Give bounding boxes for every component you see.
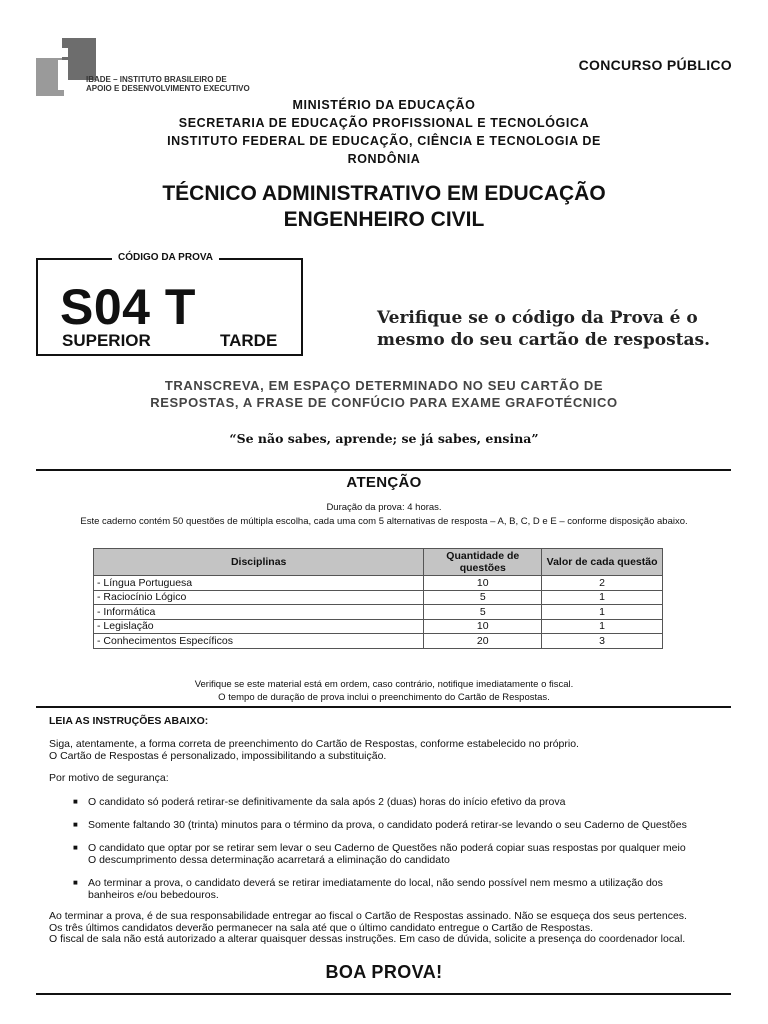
- intro-line: Siga, atentamente, a forma correta de preenchimento do Cartão de Respostas, conforme estabelecido no próprio.: [49, 738, 579, 750]
- table-header-row: [94, 549, 663, 576]
- value-cell: 1: [542, 590, 663, 605]
- table-row: [94, 576, 663, 591]
- divider: [36, 993, 731, 995]
- fiscal-line1: Verifique se este material está em ordem, caso contrário, notifique imediatamente o fiscal.: [194, 679, 574, 690]
- ministry-line: RONDÔNIA: [347, 152, 421, 166]
- exam-code: S04 T: [60, 279, 196, 335]
- fiscal-notice: [0, 678, 768, 704]
- confucius-quote: “Se não sabes, aprende; se já sabes, ensina”: [229, 431, 539, 446]
- transcribe-instruction: [0, 377, 768, 411]
- table-row: [94, 590, 663, 605]
- subject-cell: - Raciocínio Lógico: [94, 590, 424, 605]
- closing-line: Ao terminar a prova, é de sua responsabilidade entregar ao fiscal o Cartão de Respostas assinado. Não se esqueça dos seus pertences.: [49, 910, 687, 922]
- column-header: Disciplinas: [94, 549, 424, 576]
- value-cell: 1: [542, 619, 663, 634]
- quantity-cell: 10: [424, 619, 542, 634]
- divider: [36, 469, 731, 471]
- subject-cell: - Informática: [94, 605, 424, 620]
- verify-code-notice: [377, 307, 727, 351]
- value-cell: 2: [542, 576, 663, 591]
- duration-text: Duração da prova: 4 horas.: [326, 502, 442, 513]
- fiscal-line2: O tempo de duração de prova inclui o preenchimento do Cartão de Respostas.: [218, 692, 550, 703]
- closing-line: O fiscal de sala não está autorizado a alterar quaisquer dessas instruções. Em caso de dúvida, solicite a presença do coordenador local.: [49, 933, 686, 945]
- exam-title-line2: ENGENHEIRO CIVIL: [283, 208, 485, 231]
- quantity-cell: 5: [424, 605, 542, 620]
- bullet-line: Ao terminar a prova, o candidato deverá se retirar imediatamente do local, não sendo possível nem mesmo a utilização dos: [88, 877, 663, 889]
- exam-level: SUPERIOR: [62, 331, 151, 350]
- exam-code-label: CÓDIGO DA PROVA: [112, 252, 219, 263]
- square-bullet-icon: ■: [73, 820, 78, 829]
- table-row: [94, 619, 663, 634]
- column-header: Quantidade de questões: [424, 549, 542, 576]
- quantity-cell: 5: [424, 590, 542, 605]
- exam-title: [0, 181, 768, 233]
- instruction-bullet: [88, 878, 738, 901]
- instructions-heading: LEIA AS INSTRUÇÕES ABAIXO:: [49, 715, 209, 727]
- attention-heading: ATENÇÃO: [346, 474, 422, 491]
- bullet-line: O descumprimento dessa determinação acarretará a eliminação do candidato: [88, 853, 450, 866]
- ministry-line: MINISTÉRIO DA EDUCAÇÃO: [292, 98, 476, 112]
- table-row: [94, 605, 663, 620]
- instruction-bullet: O candidato só poderá retirar-se definitivamente da sala após 2 (duas) horas do início efetivo da prova: [88, 796, 566, 808]
- instruction-bullet: [88, 843, 738, 866]
- bullet-line: O candidato que optar por se retirar sem levar o seu Caderno de Questões não poderá copiar suas respostas por qualquer meio: [88, 842, 686, 854]
- booklet-description: Este caderno contém 50 questões de múltipla escolha, cada uma com 5 alternativas de resposta – A, B, C, D e E – conforme disposição abaixo.: [80, 516, 688, 527]
- subject-cell: - Legislação: [94, 619, 424, 634]
- table-row: [94, 634, 663, 649]
- exam-shift: TARDE: [220, 331, 278, 350]
- bullet-line: banheiros e/ou bebedouros.: [88, 888, 219, 901]
- transcribe-line1: TRANSCREVA, EM ESPAÇO DETERMINADO NO SEU CARTÃO DE: [164, 378, 604, 393]
- intro-line: O Cartão de Respostas é personalizado, impossibilitando a substituição.: [49, 749, 387, 762]
- quantity-cell: 10: [424, 576, 542, 591]
- subjects-table: [93, 548, 663, 649]
- instructions-closing: [49, 911, 739, 946]
- institute-name-line1: IBADE – INSTITUTO BRASILEIRO DE: [86, 75, 227, 84]
- transcribe-line2: RESPOSTAS, A FRASE DE CONFÚCIO PARA EXAME GRAFOTÉCNICO: [150, 395, 618, 410]
- quantity-cell: 20: [424, 634, 542, 649]
- ministry-line: INSTITUTO FEDERAL DE EDUCAÇÃO, CIÊNCIA E TECNOLOGIA DE: [167, 134, 601, 148]
- boa-prova: BOA PROVA!: [325, 962, 443, 982]
- square-bullet-icon: ■: [73, 878, 78, 887]
- value-cell: 3: [542, 634, 663, 649]
- instructions-intro: [49, 739, 739, 762]
- subject-cell: - Língua Portuguesa: [94, 576, 424, 591]
- verify-line2: mesmo do seu cartão de respostas.: [377, 330, 710, 350]
- square-bullet-icon: ■: [73, 843, 78, 852]
- closing-line: Os três últimos candidatos deverão permanecer na sala até que o último candidato entregue o Cartão de Respostas.: [49, 921, 593, 934]
- ministry-block: [0, 96, 768, 168]
- security-label: Por motivo de segurança:: [49, 772, 169, 784]
- exam-title-line1: TÉCNICO ADMINISTRATIVO EM EDUCAÇÃO: [162, 182, 606, 205]
- subject-cell: - Conhecimentos Específicos: [94, 634, 424, 649]
- value-cell: 1: [542, 605, 663, 620]
- divider: [36, 706, 731, 708]
- verify-line1: Verifique se o código da Prova é o: [377, 308, 698, 328]
- square-bullet-icon: ■: [73, 797, 78, 806]
- institute-name-line2: APOIO E DESENVOLVIMENTO EXECUTIVO: [86, 84, 250, 93]
- ministry-line: SECRETARIA DE EDUCAÇÃO PROFISSIONAL E TECNOLÓGICA: [178, 116, 590, 130]
- concurso-label: CONCURSO PÚBLICO: [578, 57, 732, 73]
- institute-name: [86, 75, 250, 93]
- column-header: Valor de cada questão: [542, 549, 663, 576]
- instruction-bullet: Somente faltando 30 (trinta) minutos para o término da prova, o candidato poderá retirar-se levando o seu Caderno de Questões: [88, 819, 687, 831]
